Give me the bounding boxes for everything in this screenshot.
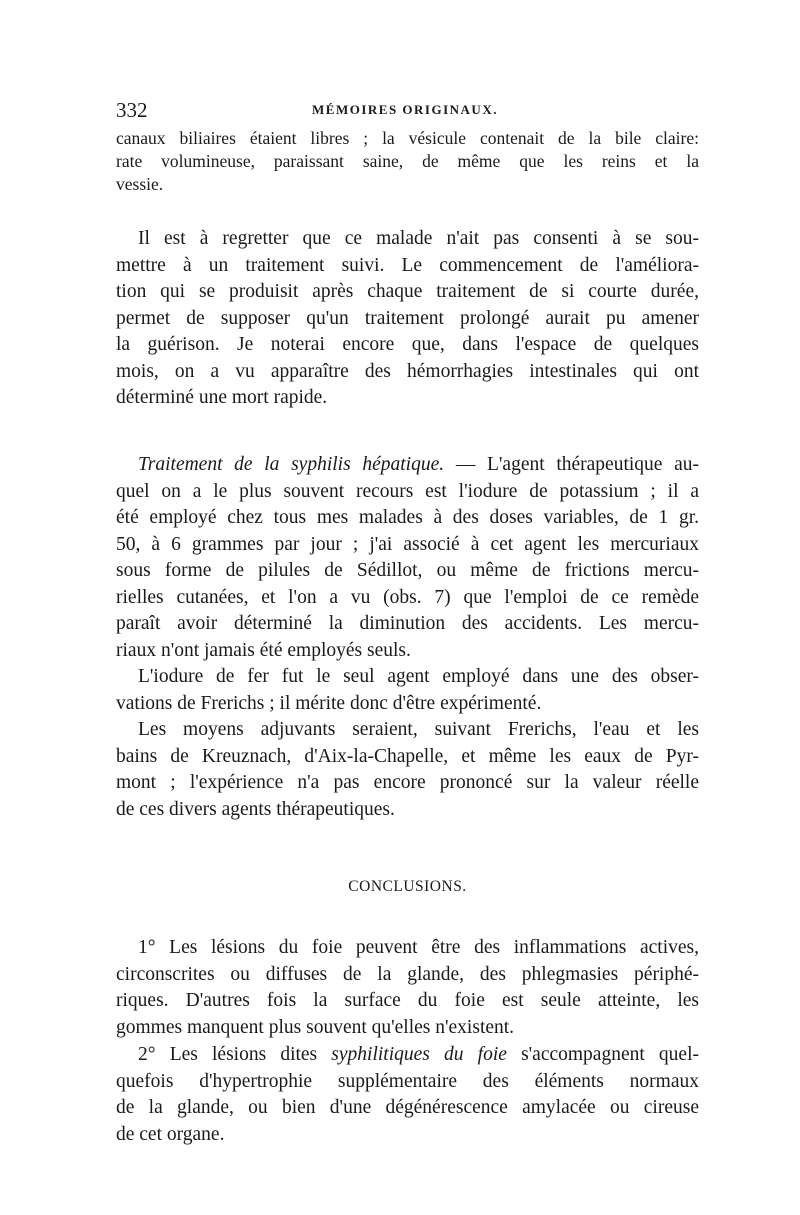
text-line: de la glande, ou bien d'une dégénérescence amylacée ou cireuse xyxy=(116,1097,699,1118)
paragraph-iodure xyxy=(116,664,699,717)
text-line: mois, on a vu apparaître des hémorrhagies intestinales qui ont xyxy=(116,360,699,382)
text-line: la guérison. Je noterai encore que, dans l'espace de quelques xyxy=(116,334,699,355)
text-line: de cet organe. xyxy=(116,1123,225,1145)
text-line: rate volumineuse, paraissant saine, de même que les reins et la xyxy=(116,151,699,171)
text-line: vessie. xyxy=(116,174,164,194)
text-line: Traitement de la syphilis hépatique. — L'agent thérapeutique au- xyxy=(138,454,699,475)
paragraph-treatment xyxy=(116,452,699,664)
text-line: quefois d'hypertrophie supplémentaire des éléments normaux xyxy=(116,1070,699,1092)
running-head xyxy=(116,98,696,124)
text-line: de ces divers agents thérapeutiques. xyxy=(116,798,395,820)
text-line: 50, à 6 grammes par jour ; j'ai associé à cet agent les mercuriaux xyxy=(116,533,699,555)
conclusion-1 xyxy=(116,935,699,1041)
text-line: mont ; l'expérience n'a pas encore prononcé sur la valeur réelle xyxy=(116,772,699,793)
text-line: Les moyens adjuvants seraient, suivant Frerichs, l'eau et les xyxy=(138,719,699,740)
text-line: riques. D'autres fois la surface du foie est seule atteinte, les xyxy=(116,990,699,1011)
text-line: Il est à regretter que ce malade n'ait pas consenti à se sou- xyxy=(138,228,699,249)
conclusion-2 xyxy=(116,1042,699,1148)
text-line: mettre à un traitement suivi. Le commencement de l'améliora- xyxy=(116,254,699,276)
text-line: rielles cutanées, et l'on a vu (obs. 7) que l'emploi de ce remède xyxy=(116,586,699,608)
text-line: tion qui se produisit après chaque traitement de si courte durée, xyxy=(116,281,699,302)
text-line: quel on a le plus souvent recours est l'iodure de potassium ; il a xyxy=(116,480,699,502)
running-title: MÉMOIRES ORIGINAUX. xyxy=(312,102,498,117)
text-line: bains de Kreuznach, d'Aix-la-Chapelle, et même les eaux de Pyr- xyxy=(116,745,699,767)
text-line: riaux n'ont jamais été employés seuls. xyxy=(116,639,411,661)
text-line: vations de Frerichs ; il mérite donc d'être expérimenté. xyxy=(116,692,542,714)
text-line: paraît avoir déterminé la diminution des accidents. Les mercu- xyxy=(116,613,699,634)
text-line: permet de supposer qu'un traitement prolongé aurait pu amener xyxy=(116,307,699,329)
paragraph-moyens xyxy=(116,717,699,823)
text-line: été employé chez tous mes malades à des doses variables, de 1 gr. xyxy=(116,507,699,528)
text-line: L'iodure de fer fut le seul agent employé dans une des obser- xyxy=(138,666,699,687)
paragraph-regret xyxy=(116,226,699,412)
intro-paragraph xyxy=(116,127,699,196)
text-line: déterminé une mort rapide. xyxy=(116,387,328,408)
text-line: sous forme de pilules de Sédillot, ou même de frictions mercu- xyxy=(116,560,699,581)
italic-term: syphilitiques du foie xyxy=(331,1044,507,1065)
text-line: gommes manquent plus souvent qu'elles n'existent. xyxy=(116,1016,515,1038)
conclusions-heading: CONCLUSIONS. xyxy=(348,878,467,895)
text-line: 1° Les lésions du foie peuvent être des inflammations actives, xyxy=(138,937,699,958)
page-number: 332 xyxy=(116,98,148,122)
italic-lead: Traitement de la syphilis hépatique. xyxy=(138,454,445,475)
text-line: canaux biliaires étaient libres ; la vésicule contenait de la bile claire: xyxy=(116,128,699,148)
text-line: 2° Les lésions dites syphilitiques du foie s'accompagnent quel- xyxy=(138,1044,699,1065)
text-line: circonscrites ou diffuses de la glande, des phlegmasies périphé- xyxy=(116,963,699,985)
